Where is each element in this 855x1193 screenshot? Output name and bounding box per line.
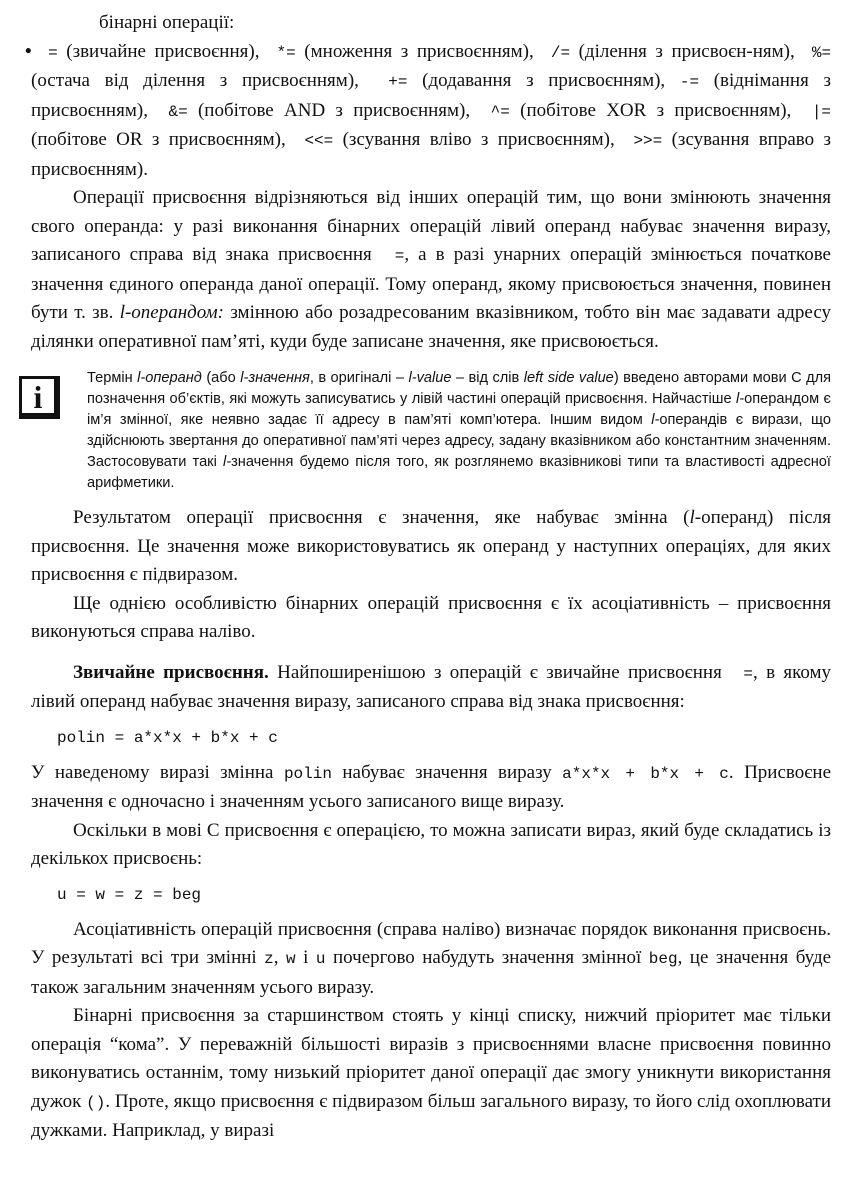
document-page — [25, 9, 832, 1146]
info-icon: i — [19, 376, 60, 419]
intro-lead: бінарні операції: — [99, 12, 235, 33]
code-example-chain: u = w = z = beg — [57, 885, 202, 904]
paragraph-chain-order: Асоціативність операцій присвоєння (справа наліво) визначає порядок виконання присвоєнь. У результаті всі три змінні z, w і u почергово набудуть значення змінної beg, це значення буде також загальним значенням усього виразу. — [31, 918, 832, 998]
paragraph-assignment-difference: Операції присвоєння відрізняються від інших операцій тим, що вони змінюють значення свого операнда: у разі виконання бінарних операцій лівий операнд набуває значення виразу, записаного справа від знака присвоєння =, а в разі унарних операцій змінюється початкове значення єдиного операнда даної операції. Тому операнд, якому присвоюється значення, повинен бути т. зв. l-операндом: змінною або розадресованим вказівником, тобто він має задавати адресу ділянки оперативної пам’яті, куди буде записане значення, яке присвоюється. — [31, 187, 832, 352]
paragraph-polin: У наведеному виразі змінна polin набуває значення виразу a*x*x + b*x + c. Присвоєне значення є одночасно і значенням усього записаного вище виразу. — [31, 761, 832, 812]
paragraph-associativity: Ще однією особливістю бінарних операцій присвоєння є їх асоціативність – присвоєння виконуються справа наліво. — [31, 592, 831, 642]
operators-list: • = (звичайне присвоєння), *= (множення з присвоєнням), /= (ділення з присвоєн-ням), %= (остача від ділення з присвоєнням), += (додавання з присвоєнням), -= (віднімання з присвоєнням), &= (побітове AND з присвоєнням), ^= (побітове XOR з присвоєнням), |= (побітове OR з присвоєнням), <<= (зсування вліво з присвоєнням), >>= (зсування вправо з присвоєнням). — [31, 38, 831, 185]
paragraph-multiple-assignments: Оскільки в мові С присвоєння є операцією, то можна записати вираз, який буде складатись із декількох присвоєнь: — [31, 819, 831, 869]
info-note: i Термін l-операнд (або l-значення, в оригіналі – l-value – від слів left side value) введено авторами мови С для позначення об’єктів, які можуть записуватись у лівій частині операцій присвоєння. Найчастіше l-операндом є ім’я змінної, яке неявно задає її адресу в пам’яті комп’ютера. Іншим видом l-операндів є вирази, що здійснюють звертання до оперативної пам’яті через адресу, задану вказівником або константним значенням. Застосовувати такі l-значення будемо після того, як розглянемо вказівникові типи та властивості адресної арифметики. — [31, 368, 831, 494]
paragraph-simple-assignment: Звичайне присвоєння. Найпоширенішою з операцій є звичайне присвоєння =, в якому лівий операнд набуває значення виразу, записаного справа від знака присвоєння: — [31, 661, 832, 712]
section-heading: Звичайне присвоєння. — [73, 661, 269, 683]
paragraph-priority: Бінарні присвоєння за старшинством стоять у кінці списку, нижчий пріоритет має тільки операція “кома”. У переважній більшості виразів з присвоєннями власне присвоєння повинно виконуватись останнім, тому низький пріоритет даної операції дає змогу уникнути використання дужок (). Проте, якщо присвоєння є підвиразом більш загального виразу, то його слід охоплювати дужками. Наприклад, у виразі — [31, 1005, 831, 1141]
bullet-icon: • — [25, 40, 32, 62]
code-example-polin: polin = a*x*x + b*x + c — [57, 728, 278, 747]
paragraph-result: Результатом операції присвоєння є значення, яке набуває змінна (l-операнд) після присвоєння. Це значення може використовуватись як операнд у наступних операціях, для яких присвоєння є підвиразом. — [31, 507, 832, 585]
